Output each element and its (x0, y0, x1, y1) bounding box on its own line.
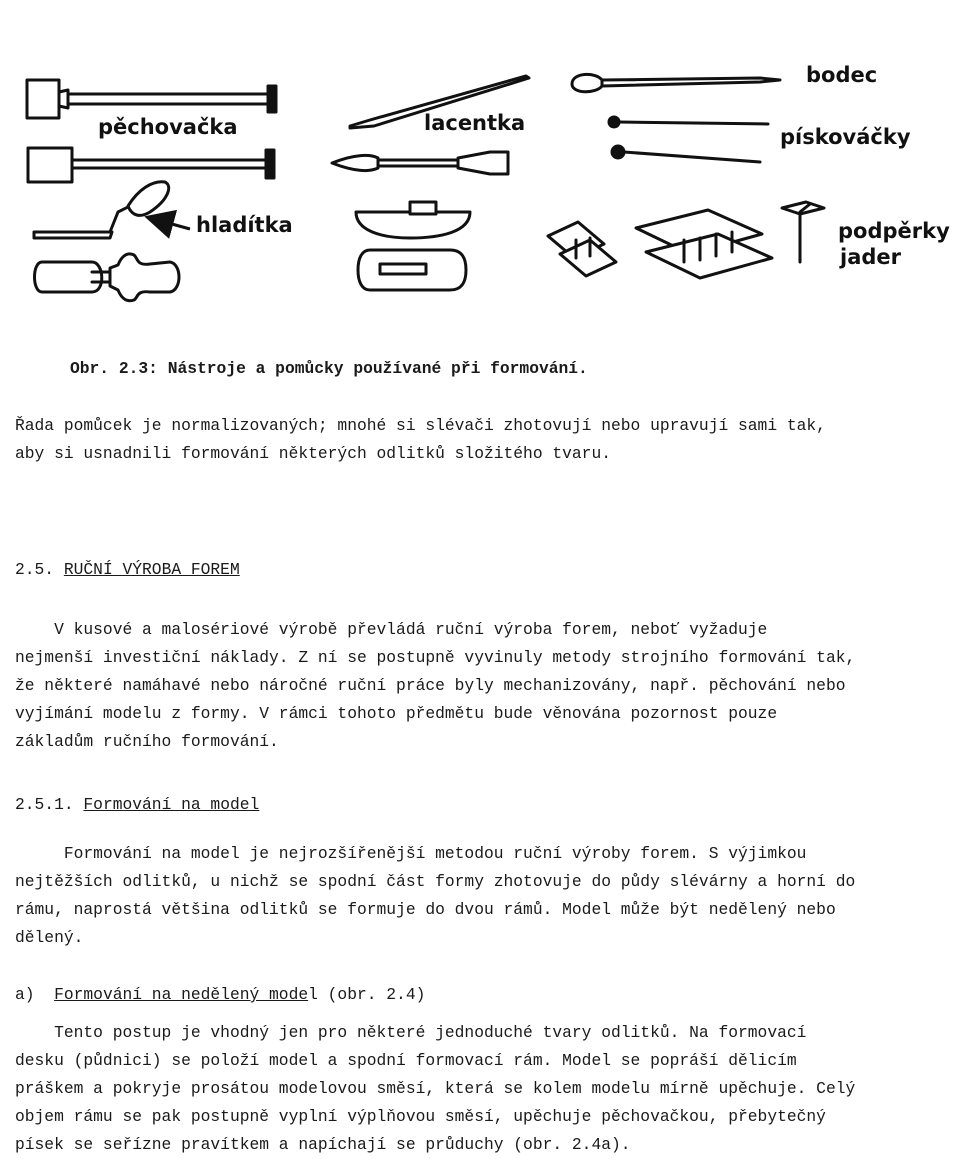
lifter-tool-drawing (356, 202, 470, 238)
paragraph-line: V kusové a malosériové výrobě převládá ruční výroba forem, neboť vyžaduje (15, 620, 768, 639)
label-jader: jader (840, 245, 902, 269)
paragraph-line: písek se seřízne pravítkem a napíchají se průduchy (obr. 2.4a). (15, 1135, 631, 1154)
subsection-title-rest: l (obr. 2.4) (308, 985, 426, 1004)
label-arrow (150, 218, 190, 229)
rammer-tool-drawing (27, 80, 276, 118)
subsection-heading-a (15, 981, 955, 1009)
section-heading-2-5 (15, 556, 955, 584)
label-lacentka: lacentka (424, 111, 526, 135)
label-piskovacky: pískováčky (780, 125, 911, 149)
section-title: RUČNÍ VÝROBA FOREM (63, 560, 240, 579)
trowel-tool-drawing (35, 254, 180, 301)
section-title: Formování na model (83, 795, 260, 814)
paragraph-line: vyjímání modelu z formy. V rámci tohoto předmětu bude věnována pozornost pouze (15, 704, 778, 723)
rammer-tool-drawing (28, 148, 274, 182)
paragraph-line: práškem a pokryje prosátou modelovou směsí, která se kolem modelu mírně upěchuje. Celý (15, 1079, 856, 1098)
intro-line-1: Řada pomůcek je normalizovaných; mnohé si slévači zhotovují nebo upravují sami tak, (15, 416, 826, 435)
chaplet-drawing (548, 222, 616, 276)
paragraph-line: nejtěžších odlitků, u nichž se spodní část formy zhotovuje do půdy slévárny a horní do (15, 872, 856, 891)
paragraph-line: Formování na model je nejrozšířenější metodou ruční výroby forem. S výjimkou (15, 844, 807, 863)
intro-line-2: aby si usnadnili formování některých odlitků složitého tvaru. (15, 444, 611, 463)
paragraph-line: základům ručního formování. (15, 732, 279, 751)
trowel-tool-drawing (34, 182, 169, 238)
label-podperky: podpěrky (838, 219, 950, 243)
paragraph-line: objem rámu se pak postupně vyplní výplňovou směsí, upěchuje pěchovačkou, přebytečný (15, 1107, 826, 1126)
label-hladitka: hladítka (196, 213, 293, 237)
vent-wire-drawing (572, 74, 780, 91)
section-number: 2.5. (15, 560, 64, 579)
tools-figure (0, 0, 960, 340)
subsection-title: Formování na nedělený mode (54, 985, 309, 1004)
chaplet-drawing (636, 210, 772, 278)
figure-caption: Obr. 2.3: Nástroje a pomůcky používané při formování. (70, 359, 588, 378)
section-heading-2-5-1 (15, 791, 955, 819)
paragraph-line: dělený. (15, 928, 84, 947)
section-number: 2.5.1. (15, 795, 84, 814)
spatula-tool-drawing (332, 152, 508, 174)
label-pechovacka: pěchovačka (98, 115, 238, 139)
label-bodec: bodec (806, 63, 878, 87)
paragraph-line: desku (půdnici) se položí model a spodní formovací rám. Model se popráší dělicím (15, 1051, 797, 1070)
paragraph-line: rámu, naprostá většina odlitků se formuje do dvou rámů. Model může být nedělený nebo (15, 900, 836, 919)
paragraph-line: že některé namáhavé nebo náročné ruční práce byly mechanizovány, např. pěchování nebo (15, 676, 846, 695)
core-support-drawing (782, 202, 824, 262)
paragraph-line: Tento postup je vhodný jen pro některé jednoduché tvary odlitků. Na formovací (15, 1023, 807, 1042)
paragraph-line: nejmenší investiční náklady. Z ní se postupně vyvinuly metody strojního formování tak, (15, 648, 856, 667)
subsection-prefix: a) (15, 985, 55, 1004)
frame-tool-drawing (358, 250, 466, 290)
sand-pin-drawing (609, 117, 768, 162)
